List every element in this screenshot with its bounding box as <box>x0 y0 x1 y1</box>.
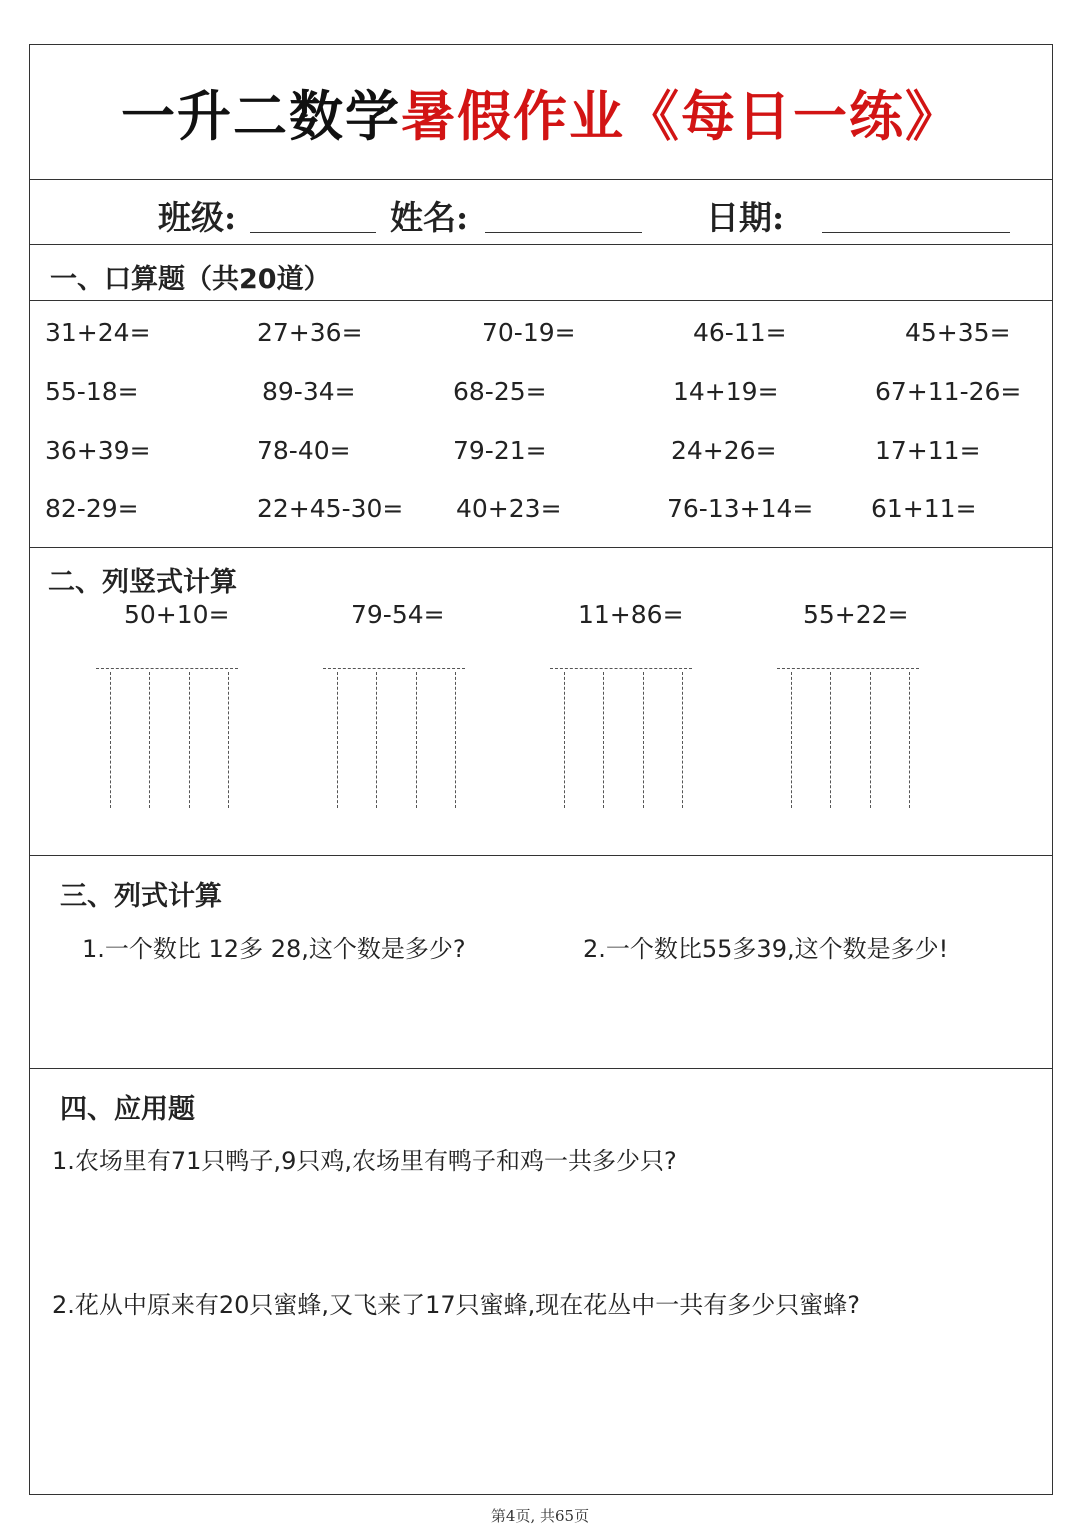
name-label: 姓名: <box>390 198 469 237</box>
title-row <box>30 45 1052 180</box>
mental-math-item: 17+11= <box>875 436 981 465</box>
student-info-row <box>30 180 1052 245</box>
mental-math-item: 67+11-26= <box>875 377 1022 406</box>
vertical-calc-grid[interactable] <box>777 668 919 808</box>
vertical-calc-grid[interactable] <box>550 668 692 808</box>
mental-math-item: 55-18= <box>45 377 139 406</box>
mental-math-item: 78-40= <box>257 436 351 465</box>
name-blank[interactable] <box>485 232 642 233</box>
section1-title: 一、口算题（共20道） <box>50 264 331 295</box>
date-blank[interactable] <box>822 232 1010 233</box>
mental-math-item: 76-13+14= <box>667 494 814 523</box>
section2-title: 二、列竖式计算 <box>48 567 237 598</box>
mental-math-item: 61+11= <box>871 494 977 523</box>
word-problems-section <box>30 1069 1052 1494</box>
mental-math-item: 24+26= <box>671 436 777 465</box>
section4-title: 四、应用题 <box>60 1094 195 1125</box>
mental-math-item: 27+36= <box>257 318 363 347</box>
mental-math-item: 14+19= <box>673 377 779 406</box>
vertical-calc-item: 11+86= <box>578 600 684 629</box>
page-footer: 第4页, 共65页 <box>490 1507 590 1525</box>
mental-math-item: 89-34= <box>262 377 356 406</box>
mental-math-section <box>30 301 1052 548</box>
mental-math-item: 36+39= <box>45 436 151 465</box>
mental-math-item: 22+45-30= <box>257 494 404 523</box>
mental-math-item: 70-19= <box>482 318 576 347</box>
expression-calculation-section <box>30 856 1052 1069</box>
vertical-calc-item: 79-54= <box>351 600 445 629</box>
mental-math-item: 82-29= <box>45 494 139 523</box>
section3-title: 三、列式计算 <box>60 881 222 912</box>
title-black-part: 一升二数学 <box>121 84 401 148</box>
word-problem-1: 1.农场里有71只鸭子,9只鸡,农场里有鸭子和鸡一共多少只? <box>52 1147 677 1175</box>
expression-question-2: 2.一个数比55多39,这个数是多少! <box>583 935 949 963</box>
worksheet-title <box>121 74 961 151</box>
mental-math-item: 46-11= <box>693 318 787 347</box>
date-label: 日期: <box>706 198 785 237</box>
class-label: 班级: <box>158 198 237 237</box>
mental-math-item: 31+24= <box>45 318 151 347</box>
section1-header <box>30 245 1052 301</box>
mental-math-item: 79-21= <box>453 436 547 465</box>
vertical-calc-item: 50+10= <box>124 600 230 629</box>
class-blank[interactable] <box>250 232 376 233</box>
mental-math-item: 68-25= <box>453 377 547 406</box>
vertical-calc-grid[interactable] <box>323 668 465 808</box>
vertical-calc-item: 55+22= <box>803 600 909 629</box>
vertical-calculation-section <box>30 548 1052 856</box>
vertical-calc-grid[interactable] <box>96 668 238 808</box>
mental-math-item: 40+23= <box>456 494 562 523</box>
worksheet <box>29 44 1053 1495</box>
expression-question-1: 1.一个数比 12多 28,这个数是多少? <box>82 935 466 963</box>
word-problem-2: 2.花从中原来有20只蜜蜂,又飞来了17只蜜蜂,现在花丛中一共有多少只蜜蜂? <box>52 1291 860 1319</box>
mental-math-item: 45+35= <box>905 318 1011 347</box>
title-red-part: 暑假作业《每日一练》 <box>401 84 961 148</box>
